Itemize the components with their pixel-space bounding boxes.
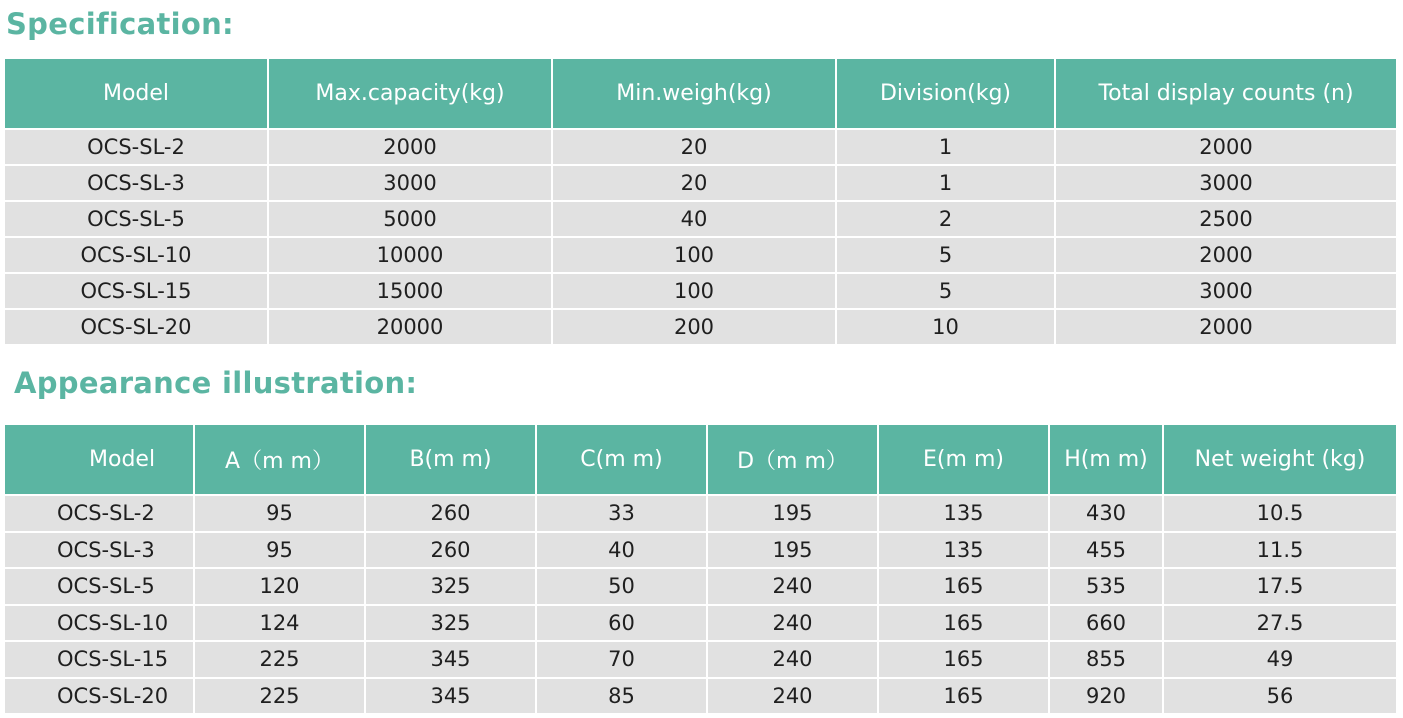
value-cell: 325: [365, 605, 536, 642]
value-cell: 40: [536, 532, 707, 569]
value-cell: 3000: [1055, 273, 1396, 309]
value-cell: 49: [1163, 641, 1396, 678]
table-row: [5, 568, 1396, 605]
table-header-row: [5, 425, 1396, 495]
value-cell: 124: [194, 605, 365, 642]
value-cell: 455: [1049, 532, 1163, 569]
value-cell: 70: [536, 641, 707, 678]
column-header-h: H(m m): [1049, 425, 1163, 495]
value-cell: 2000: [1055, 237, 1396, 273]
table-row: [5, 165, 1396, 201]
value-cell: 260: [365, 532, 536, 569]
value-cell: 20000: [268, 309, 552, 344]
value-cell: 195: [707, 495, 878, 532]
column-header-e: E(m m): [878, 425, 1049, 495]
value-cell: 920: [1049, 678, 1163, 714]
table-row: [5, 641, 1396, 678]
value-cell: 33: [536, 495, 707, 532]
column-header-division: Division(kg): [836, 59, 1055, 129]
value-cell: 5: [836, 273, 1055, 309]
value-cell: 10: [836, 309, 1055, 344]
value-cell: 535: [1049, 568, 1163, 605]
table-row: [5, 532, 1396, 569]
value-cell: 120: [194, 568, 365, 605]
value-cell: 200: [552, 309, 836, 344]
value-cell: 10.5: [1163, 495, 1396, 532]
table-row: [5, 129, 1396, 165]
value-cell: 20: [552, 129, 836, 165]
value-cell: 240: [707, 678, 878, 714]
value-cell: 240: [707, 641, 878, 678]
value-cell: 95: [194, 532, 365, 569]
value-cell: 345: [365, 641, 536, 678]
value-cell: 165: [878, 568, 1049, 605]
column-header-b: B(m m): [365, 425, 536, 495]
value-cell: 240: [707, 605, 878, 642]
value-cell: 135: [878, 532, 1049, 569]
model-cell: OCS-SL-10: [5, 605, 194, 642]
appearance-title: Appearance illustration:: [14, 366, 418, 400]
column-header-max-capacity: Max.capacity(kg): [268, 59, 552, 129]
value-cell: 195: [707, 532, 878, 569]
value-cell: 345: [365, 678, 536, 714]
model-cell: OCS-SL-2: [5, 129, 268, 165]
value-cell: 165: [878, 605, 1049, 642]
value-cell: 100: [552, 273, 836, 309]
table-row: [5, 309, 1396, 344]
value-cell: 2000: [1055, 129, 1396, 165]
value-cell: 60: [536, 605, 707, 642]
column-header-model: Model: [5, 59, 268, 129]
table-row: [5, 273, 1396, 309]
value-cell: 225: [194, 641, 365, 678]
value-cell: 135: [878, 495, 1049, 532]
model-cell: OCS-SL-5: [5, 201, 268, 237]
value-cell: 85: [536, 678, 707, 714]
column-header-a: A（m m）: [194, 425, 365, 495]
value-cell: 1: [836, 165, 1055, 201]
model-cell: OCS-SL-20: [5, 678, 194, 714]
value-cell: 2: [836, 201, 1055, 237]
value-cell: 15000: [268, 273, 552, 309]
value-cell: 660: [1049, 605, 1163, 642]
model-cell: OCS-SL-3: [5, 165, 268, 201]
appearance-table: [5, 425, 1396, 713]
value-cell: 20: [552, 165, 836, 201]
value-cell: 5: [836, 237, 1055, 273]
model-cell: OCS-SL-2: [5, 495, 194, 532]
value-cell: 50: [536, 568, 707, 605]
value-cell: 56: [1163, 678, 1396, 714]
value-cell: 260: [365, 495, 536, 532]
column-header-total-display-counts: Total display counts (n): [1055, 59, 1396, 129]
value-cell: 3000: [1055, 165, 1396, 201]
column-header-net-weight: Net weight (kg): [1163, 425, 1396, 495]
value-cell: 17.5: [1163, 568, 1396, 605]
value-cell: 10000: [268, 237, 552, 273]
value-cell: 27.5: [1163, 605, 1396, 642]
column-header-c: C(m m): [536, 425, 707, 495]
model-cell: OCS-SL-20: [5, 309, 268, 344]
value-cell: 2000: [1055, 309, 1396, 344]
table-row: [5, 678, 1396, 714]
value-cell: 40: [552, 201, 836, 237]
model-cell: OCS-SL-3: [5, 532, 194, 569]
column-header-min-weigh: Min.weigh(kg): [552, 59, 836, 129]
value-cell: 225: [194, 678, 365, 714]
value-cell: 2500: [1055, 201, 1396, 237]
table-row: [5, 237, 1396, 273]
model-cell: OCS-SL-10: [5, 237, 268, 273]
value-cell: 430: [1049, 495, 1163, 532]
value-cell: 855: [1049, 641, 1163, 678]
value-cell: 11.5: [1163, 532, 1396, 569]
value-cell: 100: [552, 237, 836, 273]
specification-table: [5, 59, 1396, 344]
value-cell: 2000: [268, 129, 552, 165]
value-cell: 240: [707, 568, 878, 605]
table-row: [5, 495, 1396, 532]
value-cell: 165: [878, 678, 1049, 714]
value-cell: 95: [194, 495, 365, 532]
table-row: [5, 201, 1396, 237]
value-cell: 165: [878, 641, 1049, 678]
table-row: [5, 605, 1396, 642]
model-cell: OCS-SL-5: [5, 568, 194, 605]
value-cell: 1: [836, 129, 1055, 165]
value-cell: 5000: [268, 201, 552, 237]
specification-title: Specification:: [6, 7, 234, 41]
model-cell: OCS-SL-15: [5, 641, 194, 678]
value-cell: 325: [365, 568, 536, 605]
model-cell: OCS-SL-15: [5, 273, 268, 309]
column-header-model: Model: [5, 425, 194, 495]
column-header-d: D（m m）: [707, 425, 878, 495]
value-cell: 3000: [268, 165, 552, 201]
table-header-row: [5, 59, 1396, 129]
